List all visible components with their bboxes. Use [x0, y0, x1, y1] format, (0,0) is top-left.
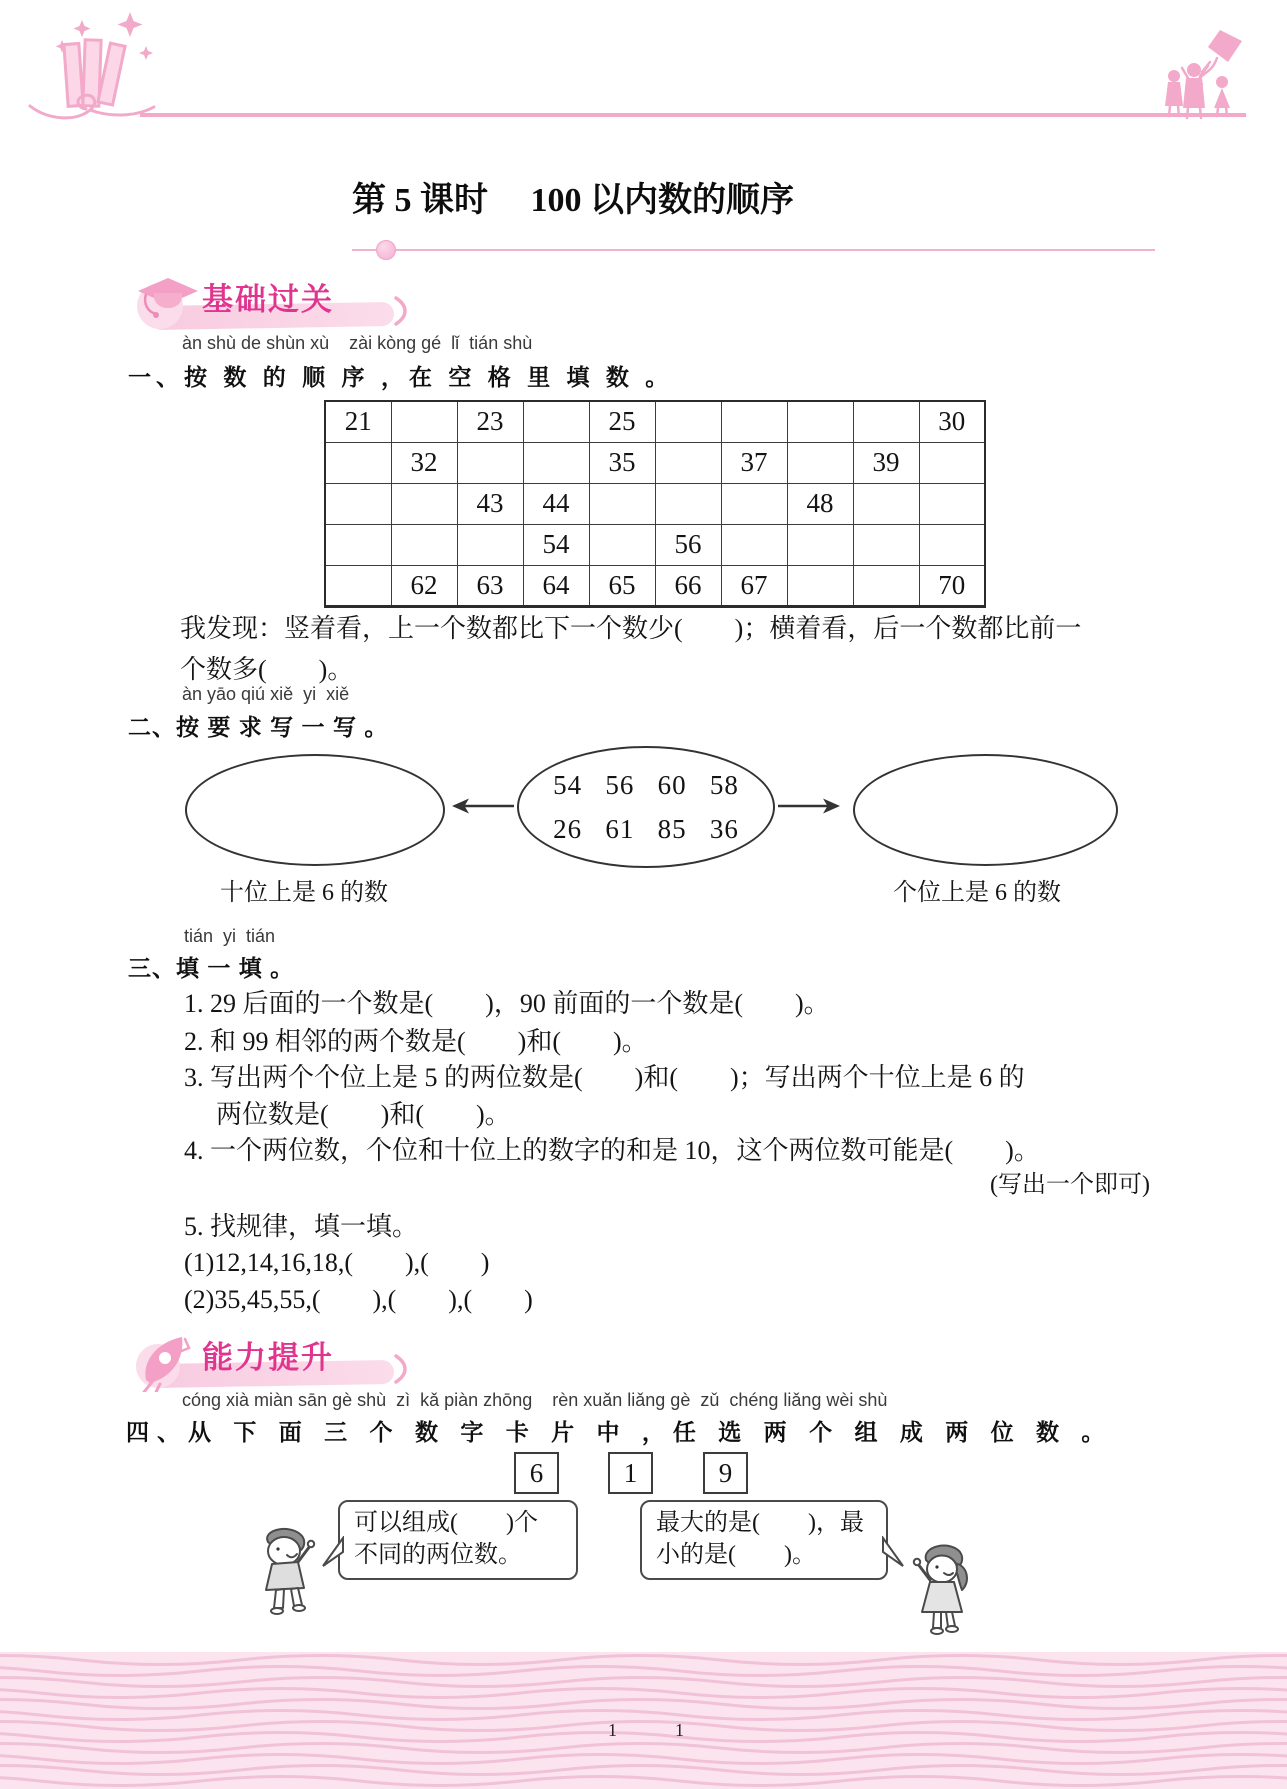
q3-item-5-sub1: (1)12,14,16,18,( ),( ) [184, 1248, 490, 1277]
grid-cell-blank [787, 401, 853, 442]
page-number-right: 1 [675, 1720, 684, 1740]
grid-cell-blank [919, 483, 985, 524]
grid-cell-filled: 64 [523, 565, 589, 606]
digit-card-1: 1 [608, 1452, 653, 1494]
grid-cell-blank [853, 565, 919, 606]
q3-item-1: 1. 29 后面的一个数是( )，90 前面的一个数是( )。 [184, 989, 830, 1018]
badge-advanced-label: 能力提升 [202, 1340, 334, 1375]
grid-cell-filled: 48 [787, 483, 853, 524]
number-grid-table [324, 400, 986, 608]
grid-cell-filled: 54 [523, 524, 589, 565]
q3-item-2: 2. 和 99 相邻的两个数是( )和( )。 [184, 1027, 648, 1056]
q3-pinyin: tián yi tián [184, 926, 276, 946]
title-underline [352, 249, 1155, 251]
grid-cell-blank [787, 565, 853, 606]
grid-cell-blank [523, 442, 589, 483]
grid-cell-filled: 30 [919, 401, 985, 442]
grid-cell-filled: 35 [589, 442, 655, 483]
grid-cell-blank [721, 524, 787, 565]
digit-card-9: 9 [703, 1452, 748, 1494]
grid-cell-blank [721, 401, 787, 442]
grid-cell-filled: 39 [853, 442, 919, 483]
title-underline-dot-icon [376, 240, 396, 260]
q1-pinyin: àn shù de shùn xù zài kòng gé lǐ tián shù [182, 333, 533, 353]
grid-cell-blank [919, 442, 985, 483]
q2-sorting-diagram [0, 744, 1287, 914]
q3-heading: 三、填 一 填 。 [128, 955, 295, 981]
q3-item-3-line1: 3. 写出两个个位上是 5 的两位数是( )和( )；写出两个十位上是 6 的 [184, 1063, 1025, 1092]
wave-lines-icon [0, 1652, 1287, 1789]
page-title: 第 5 课时 100 以内数的顺序 [352, 182, 794, 219]
section-badge-advanced [132, 1330, 452, 1396]
q1-heading: 一、按 数 的 顺 序 ，在 空 格 里 填 数 。 [128, 364, 674, 390]
right-arrow-icon [778, 799, 840, 814]
grid-cell-blank [853, 524, 919, 565]
grid-cell-filled: 65 [589, 565, 655, 606]
grid-cell-blank [919, 524, 985, 565]
grid-cell-filled: 21 [325, 401, 391, 442]
boy-illustration [246, 1526, 331, 1626]
grid-cell-blank [325, 565, 391, 606]
grid-cell-blank [391, 483, 457, 524]
rocket-icon [132, 1330, 202, 1392]
grid-cell-blank [787, 524, 853, 565]
diagram-arrows [0, 744, 1287, 914]
bubble-left-line2: 不同的两位数。 [354, 1542, 522, 1568]
grid-cell-filled: 62 [391, 565, 457, 606]
q1-discovery-line1: 我发现：竖着看，上一个数都比下一个数少( )；横着看，后一个数都比前一 [180, 614, 1082, 643]
grid-row [325, 442, 985, 483]
pool-row-2: 26 61 85 36 [553, 814, 739, 844]
grid-cell-filled: 56 [655, 524, 721, 565]
q3-item-5: 5. 找规律，填一填。 [184, 1212, 419, 1241]
grid-cell-filled: 37 [721, 442, 787, 483]
q1-discovery-line2: 个数多( )。 [180, 655, 354, 684]
badge-basic-label: 基础过关 [202, 282, 334, 317]
badge-tail-icon [394, 1354, 410, 1384]
q2-pinyin: àn yāo qiú xiě yi xiě [182, 684, 350, 704]
grid-cell-blank [325, 483, 391, 524]
grid-cell-blank [391, 524, 457, 565]
grid-cell-blank [787, 442, 853, 483]
grid-cell-blank [853, 483, 919, 524]
q4-heading: 四、从 下 面 三 个 数 字 卡 片 中 ，任 选 两 个 组 成 两 位 数 。 [126, 1419, 1113, 1445]
graduation-cap-icon [132, 272, 202, 332]
pool-row-1: 54 56 60 58 [553, 770, 739, 800]
q3-item-3-line2: 两位数是( )和( )。 [216, 1100, 511, 1129]
q2-heading: 二、按 要 求 写 一 写 。 [128, 714, 389, 740]
grid-cell-blank [655, 483, 721, 524]
books-and-stars-ornament-icon [26, 6, 181, 126]
grid-cell-blank [391, 401, 457, 442]
grid-cell-blank [721, 483, 787, 524]
grid-cell-blank [325, 524, 391, 565]
digit-card-6: 6 [514, 1452, 559, 1494]
grid-cell-filled: 70 [919, 565, 985, 606]
grid-row [325, 483, 985, 524]
grid-cell-blank [325, 442, 391, 483]
grid-cell-filled: 67 [721, 565, 787, 606]
grid-cell-blank [655, 442, 721, 483]
girl-illustration [896, 1542, 986, 1647]
page-number-left: 1 [608, 1720, 617, 1740]
grid-cell-blank [457, 442, 523, 483]
grid-cell-blank [589, 483, 655, 524]
bubble-left-line1: 可以组成( )个 [354, 1510, 538, 1536]
q3-item-5-sub2: (2)35,45,55,( ),( ),( ) [184, 1285, 533, 1314]
grid-cell-filled: 63 [457, 565, 523, 606]
speech-bubble-right [640, 1500, 888, 1580]
kids-flying-kite-ornament-icon [1122, 28, 1262, 120]
grid-cell-filled: 32 [391, 442, 457, 483]
badge-tail-icon [394, 296, 410, 326]
grid-cell-blank [523, 401, 589, 442]
header-rule [140, 113, 1246, 117]
grid-cell-blank [655, 401, 721, 442]
ones-digit-label: 个位上是 6 的数 [893, 880, 1061, 906]
grid-cell-filled: 25 [589, 401, 655, 442]
q3-item-4: 4. 一个两位数，个位和十位上的数字的和是 10，这个两位数可能是( )。 [184, 1136, 1040, 1165]
bubble-right-line2: 小的是( )。 [656, 1542, 816, 1568]
grid-row [325, 524, 985, 565]
q4-pinyin: cóng xià miàn sān gè shù zì kǎ piàn zhōng rèn xuǎn liǎng gè zǔ chéng liǎng wèi shù [182, 1390, 888, 1410]
grid-cell-filled: 23 [457, 401, 523, 442]
bubble-right-line1: 最大的是( )，最 [656, 1510, 864, 1536]
grid-cell-blank [457, 524, 523, 565]
q3-item-4-note: (写出一个即可) [990, 1172, 1150, 1198]
grid-cell-blank [853, 401, 919, 442]
tens-digit-label: 十位上是 6 的数 [220, 880, 388, 906]
footer-wave-pattern [0, 1652, 1287, 1789]
grid-cell-filled: 44 [523, 483, 589, 524]
left-arrow-icon [452, 799, 514, 814]
grid-cell-filled: 66 [655, 565, 721, 606]
speech-bubble-left [338, 1500, 578, 1580]
grid-cell-filled: 43 [457, 483, 523, 524]
grid-cell-blank [589, 524, 655, 565]
grid-row [325, 565, 985, 606]
section-badge-basic [132, 272, 452, 338]
grid-row [325, 401, 985, 442]
